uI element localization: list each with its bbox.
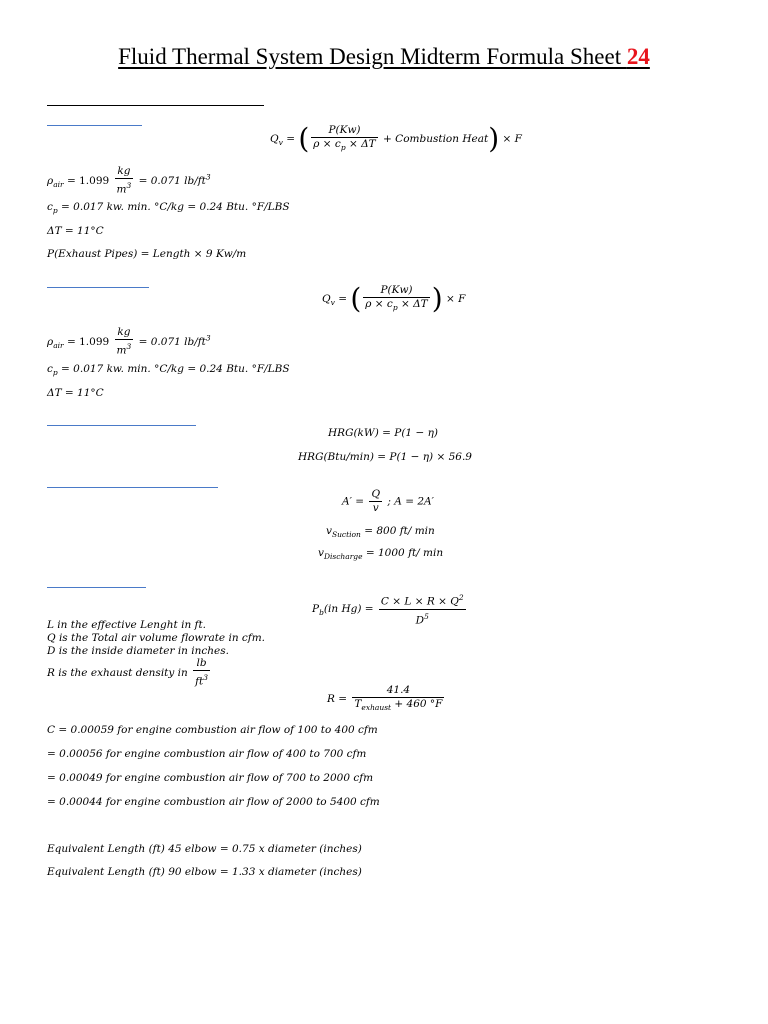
v-den: v <box>372 502 379 514</box>
lb: lb <box>193 657 210 671</box>
ft: ft <box>195 675 204 688</box>
section-3-heading-line <box>47 425 196 426</box>
note-q: Q is the Total air volume flowrate in cfm. <box>47 632 265 644</box>
pb-numerator <box>379 591 466 610</box>
equals: = <box>282 133 299 146</box>
right-paren: ) <box>488 122 500 156</box>
section-1-heading-line <box>47 125 142 126</box>
t-offset: + 460 °F <box>391 698 443 710</box>
pb-unit: (in Hg) = <box>323 603 377 615</box>
cp-line-2 <box>47 363 290 377</box>
rho-unit-fraction <box>115 326 134 358</box>
fraction-denominator <box>311 138 377 154</box>
c-coefficient-2: = 0.00056 for engine combustion air flow of 400 to 700 cfm <box>47 748 367 760</box>
section-5-heading-line <box>47 587 146 588</box>
pb-denominator <box>379 610 466 628</box>
c-coefficient-4: = 0.00044 for engine combustion air flow of 2000 to 5400 cfm <box>47 796 380 808</box>
qv-symbol: Q <box>270 133 279 146</box>
den-sub: p <box>340 143 346 153</box>
pb-fraction <box>379 591 466 627</box>
unit-num: kg <box>115 326 134 340</box>
cp-value: = 0.017 kw. min. °C/kg = 0.24 Btu. °F/LBS <box>57 201 290 213</box>
cp-value: = 0.017 kw. min. °C/kg = 0.24 Btu. °F/LBS <box>57 363 290 375</box>
t-symbol: T <box>354 698 362 710</box>
note-l: L in the effective Lenght in ft. <box>47 619 207 631</box>
qv-subscript: v <box>278 138 283 148</box>
page-title <box>0 44 768 70</box>
back-pressure-formula <box>312 591 468 627</box>
plus-combustion-heat: + Combustion Heat <box>379 133 489 146</box>
pb-symbol: P <box>312 603 320 615</box>
den-sub: p <box>392 303 398 313</box>
note-r-text: R is the exhaust density in <box>47 666 192 679</box>
delta-t-line-2: ΔT = 11°C <box>47 387 104 399</box>
note-r <box>47 657 212 689</box>
rho-subscript: air <box>53 179 64 189</box>
ft-exp: 3 <box>203 673 209 682</box>
q-over-v <box>369 488 382 515</box>
density-denominator <box>352 698 444 714</box>
lb-per-ft3 <box>193 657 210 689</box>
discharge-velocity <box>318 547 443 561</box>
rho-imperial-exp: 3 <box>205 172 211 182</box>
density-formula <box>327 684 446 714</box>
den-rho-c: ρ × c <box>313 138 341 150</box>
suction-value: = 800 ft/ min <box>360 525 435 537</box>
den-dt: × ΔT <box>397 298 428 310</box>
rho-unit-fraction <box>115 165 134 197</box>
den-dt: × ΔT <box>345 138 376 150</box>
equals: = <box>334 293 351 306</box>
power-fraction <box>363 284 429 314</box>
rho-symbol: ρ <box>47 335 54 348</box>
pb-subscript: b <box>319 608 324 618</box>
unit-den-m: m <box>116 344 127 357</box>
title-text: Fluid Thermal System Design Midterm Formula Sheet <box>118 44 627 69</box>
density-fraction <box>352 684 444 714</box>
exhaust-pipes-power: P(Exhaust Pipes) = Length × 9 Kw/m <box>47 248 247 260</box>
equivalent-length-90: Equivalent Length (ft) 90 elbow = 1.33 x diameter (inches) <box>47 866 362 878</box>
area-formula <box>342 488 434 515</box>
times-f: × F <box>499 133 522 146</box>
unit-den <box>115 340 134 358</box>
suction-sub: Suction <box>331 530 361 540</box>
cp-line-1 <box>47 201 290 215</box>
rho-value: = 1.099 <box>63 335 113 348</box>
cp-subscript: p <box>52 368 58 378</box>
power-fraction <box>311 124 377 154</box>
ft3 <box>193 671 210 689</box>
rho-imperial: = 0.071 lb/ft <box>135 335 206 348</box>
suction-velocity <box>326 525 435 539</box>
times-f: × F <box>442 293 466 306</box>
cp-symbol: c <box>47 363 53 375</box>
unit-den-exp: 3 <box>126 181 132 190</box>
rho-imperial-exp: 3 <box>205 333 211 343</box>
c-coefficient-3: = 0.00049 for engine combustion air flow of 700 to 2000 cfm <box>47 772 374 784</box>
pb-den-text: D <box>415 614 425 626</box>
a-rest: ; A = 2A′ <box>384 495 434 508</box>
section-2-heading-line <box>47 287 149 288</box>
cp-subscript: p <box>52 206 58 216</box>
discharge-value: = 1000 ft/ min <box>362 547 444 559</box>
rho-air-line-1 <box>47 165 211 197</box>
unit-den <box>115 179 134 197</box>
qv-symbol: Q <box>322 293 331 306</box>
section-4-heading-line <box>47 487 218 488</box>
rho-value: = 1.099 <box>63 174 113 187</box>
formula-qv <box>322 284 465 314</box>
t-subscript: exhaust <box>361 703 392 713</box>
rho-symbol: ρ <box>47 174 54 187</box>
rho-subscript: air <box>53 340 64 350</box>
note-d: D is the inside diameter in inches. <box>47 645 229 657</box>
qv-subscript: v <box>330 298 335 308</box>
right-paren: ) <box>431 282 443 316</box>
cp-symbol: c <box>47 201 53 213</box>
fraction-numerator: P(Kw) <box>363 284 429 298</box>
unit-den-m: m <box>116 183 127 196</box>
q-num: Q <box>371 488 381 500</box>
pb-num-text: C × L × R × Q <box>380 595 459 608</box>
formula-qv-combustion <box>270 124 522 154</box>
density-numerator: 41.4 <box>352 684 444 698</box>
rho-air-line-2 <box>47 326 211 358</box>
den-rho-c: ρ × c <box>365 298 393 310</box>
equivalent-length-45: Equivalent Length (ft) 45 elbow = 0.75 x diameter (inches) <box>47 843 362 855</box>
fraction-denominator <box>363 298 429 314</box>
c-coefficient-1: C = 0.00059 for engine combustion air flow of 100 to 400 cfm <box>47 724 378 736</box>
fraction-numerator: P(Kw) <box>311 124 377 138</box>
left-paren: ( <box>350 282 362 316</box>
v-symbol: v <box>326 525 332 537</box>
top-divider <box>47 105 264 106</box>
hrg-btu-formula: HRG(Btu/min) = P(1 − η) × 56.9 <box>298 451 472 463</box>
a-prime-lhs: A′ = <box>342 495 368 508</box>
r-lhs: R = <box>327 693 351 706</box>
sheet-number: 24 <box>626 44 650 69</box>
delta-t-line-1: ΔT = 11°C <box>47 225 104 237</box>
unit-den-exp: 3 <box>126 342 132 351</box>
v-symbol: v <box>318 547 324 559</box>
rho-imperial: = 0.071 lb/ft <box>135 174 206 187</box>
pb-num-exp: 2 <box>458 593 464 602</box>
discharge-sub: Discharge <box>323 552 363 562</box>
hrg-kw-formula: HRG(kW) = P(1 − η) <box>328 427 438 439</box>
left-paren: ( <box>298 122 310 156</box>
unit-num: kg <box>115 165 134 179</box>
pb-den-exp: 5 <box>424 611 429 621</box>
